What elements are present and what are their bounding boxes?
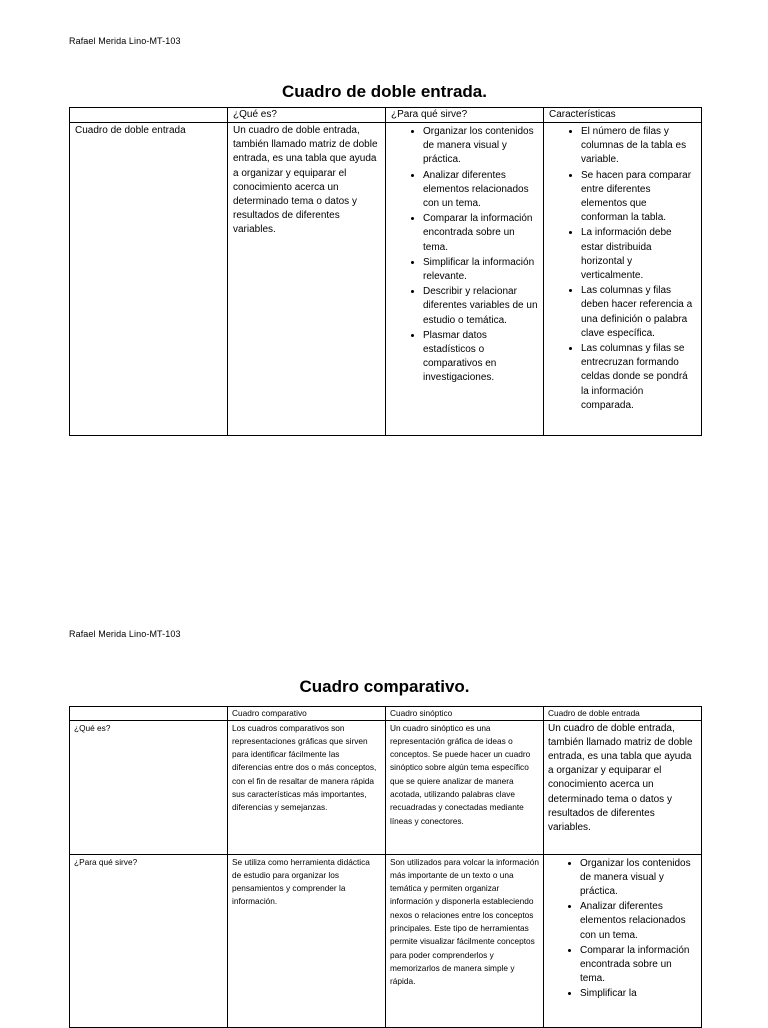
list-item: • Organizar los contenidos de manera visual y práctica. (423, 124, 538, 168)
page-title: Cuadro comparativo. (299, 677, 470, 696)
caracteristicas-list (549, 124, 696, 413)
list-item: • Organizar los contenidos de manera visual y práctica. (580, 856, 697, 900)
comparativo-cell: Se utiliza como herramienta didáctica de estudio para organizar los pensamientos y comprender la información. (228, 854, 386, 1027)
row-label: ¿Qué es? (70, 720, 228, 854)
header-cell (70, 707, 228, 721)
table-row (70, 123, 702, 436)
list-item: • Comparar la información encontrada sobre un tema. (580, 943, 697, 987)
table-row (70, 720, 702, 854)
header-cell (70, 108, 228, 123)
table-row (70, 854, 702, 1027)
list-item: • Plasmar datos estadísticos o comparativos en investigaciones. (423, 328, 538, 386)
doble-entrada-cell (544, 854, 702, 1027)
sinoptico-cell: Son utilizados para volcar la información más importante de un texto o una temática y permiten organizar información y disponerla estableciendo nexos o relaciones entre los conceptos principales. Este tipo de herramientas permite visualizar fácilmente conceptos para poder comprenderlos y memorizarlos de manera simple y rápida. (386, 854, 544, 1027)
para-que-list (391, 124, 538, 386)
author-line: Rafael Merida Lino-MT-103 (69, 629, 181, 639)
header-cell: Cuadro sinóptico (386, 707, 544, 721)
list-item: • Se hacen para comparar entre diferentes elementos que conforman la tabla. (581, 168, 696, 226)
header-cell: Características (544, 108, 702, 123)
que-es-cell: Un cuadro de doble entrada, también llamado matriz de doble entrada, es una tabla que ayuda a organizar y equiparar el conocimiento acerca un determinado tema o datos y resultados de diferentes variables. (228, 123, 386, 436)
list-item: • Analizar diferentes elementos relacionados con un tema. (423, 168, 538, 212)
list-item: • Las columnas y filas se entrecruzan formando celdas donde se pondrá la información comparada. (581, 341, 696, 413)
header-cell: Cuadro comparativo (228, 707, 386, 721)
sinoptico-cell: Un cuadro sinóptico es una representación gráfica de ideas o conceptos. Se puede hacer un cuadro sinóptico sobre algún tema específico que se quiere analizar de manera acotada, utilizando palabras clave recuadradas y conectadas mediante líneas y conectores. (386, 720, 544, 854)
author-line: Rafael Merida Lino-MT-103 (69, 36, 181, 46)
list-item: • Comparar la información encontrada sobre un tema. (423, 211, 538, 255)
row-label: ¿Para qué sirve? (70, 854, 228, 1027)
list-item: • Las columnas y filas deben hacer referencia a una definición o palabra clave específica. (581, 283, 696, 341)
list-item: • Simplificar la información relevante. (423, 255, 538, 284)
table-header-row (70, 707, 702, 721)
comparativo-cell: Los cuadros comparativos son representaciones gráficas que sirven para identificar fácilmente las diferencias entre dos o más conceptos, con el fin de resaltar de manera rápida sus características más importantes, diferencias y semejanzas. (228, 720, 386, 854)
caracteristicas-cell (544, 123, 702, 436)
header-cell: ¿Para qué sirve? (386, 108, 544, 123)
list-item: • El número de filas y columnas de la tabla es variable. (581, 124, 696, 168)
header-cell: Cuadro de doble entrada (544, 707, 702, 721)
header-cell: ¿Qué es? (228, 108, 386, 123)
list-item: • La información debe estar distribuida horizontal y verticalmente. (581, 225, 696, 283)
page-title: Cuadro de doble entrada. (282, 82, 487, 101)
list-item: • Analizar diferentes elementos relacionados con un tema. (580, 899, 697, 943)
list-item: • Simplificar la (580, 986, 697, 1001)
para-que-cell (386, 123, 544, 436)
table-header-row (70, 108, 702, 123)
doble-entrada-list (548, 856, 697, 1002)
comparison-table (69, 706, 702, 1028)
list-item: • Describir y relacionar diferentes variables de un estudio o temática. (423, 284, 538, 328)
double-entry-table (69, 107, 702, 436)
doble-entrada-cell: Un cuadro de doble entrada, también llamado matriz de doble entrada, es una tabla que ayuda a organizar y equiparar el conocimiento acerca un determinado tema o datos y resultados de diferentes variables. (544, 720, 702, 854)
row-label: Cuadro de doble entrada (70, 123, 228, 436)
